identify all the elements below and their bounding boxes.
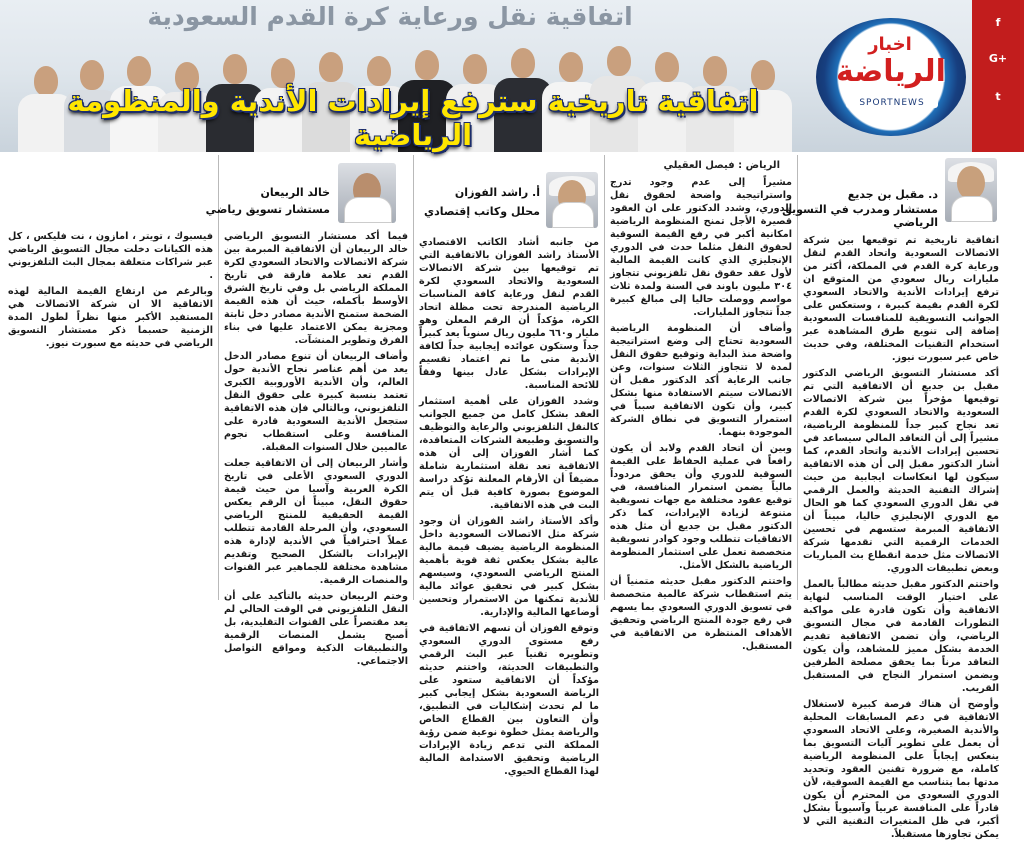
- logo-sub-text: SPORTNEWS: [846, 98, 938, 108]
- column-divider: [413, 155, 414, 600]
- expert-name: أ. راشد الفوزان: [454, 186, 540, 199]
- paragraph: وأكد الأستاذ راشد الفوزان أن وجود شركة مثل الاتصالات السعودية داخل المنظومة الرياضية يضيف قيمة مالية عالية بشكل يعكس ثقة قوية بأهمية المنتج الرياضي السعودي، وسيسهم بشكل كبير في تحقيق عوائد مالية للأندية تمكنها من الاستمرار وتحسين أوضاعها المالية والإدارية.: [419, 516, 599, 618]
- paragraph: فيما أكد مستشار التسويق الرياضي خالد الربيعان أن الاتفاقية المبرمة بين شركة الاتصالات والاتحاد السعودي لكرة القدم تعد علامة فارقة في تاريخ المملكة الرياضي بل وفي تاريخ الشرق الأوسط بأكمله، حيث أن هذه القيمة الضخمة ستمنح الأندية مصادر دخل ثابتة ومجزية يمكن الاعتماد عليها في بناء الفرق وتطوير المنشآت.: [224, 231, 408, 346]
- expert-name: د. مقبل بن جديع: [847, 188, 938, 201]
- column-divider: [218, 155, 219, 600]
- paragraph: واختتم الدكتور مقبل حديثه متمنياً أن يتم استقطاب شركة عالمية متخصصة في تسويق الدوري السعودي بما يسهم في رفع جودة المنتج الرياضي وتحقيق الأهداف المنتظرة من الاتفاقية في المستقبل.: [610, 576, 792, 652]
- expert-portrait: [945, 158, 997, 222]
- article-column: [8, 230, 213, 430]
- paragraph: وبين أن اتحاد القدم ولابد أن يكون رافعاً في عملية الحفاظ على القيمة السوقية للدوري وأن يحقق مردوداً مالياً يضمن استمرار المنافسة، في توقيع عقود مختلفة مع جهات تسويقية متنوعة لزيادة الإيرادات، كما ذكر الدكتور مقبل بن جديع أن مثل هذه الاتفاقيات تتطلب وجود كوادر تسويقية متخصصة تعمل على استثمار المنظومة الرياضية بالشكل الأمثل.: [610, 443, 792, 571]
- facebook-icon[interactable]: f: [995, 16, 1001, 29]
- paragraph: وأوضح أن هناك فرصة كبيرة لاستغلال الاتفاقية في دعم المسابقات المحلية والأندية الصغيرة، وعلى الاتحاد السعودي أن يعمل على تطوير آليات التسويق بما ينعكس إيجاباً على المنظومة الرياضية كاملة، مع ضرورة تقنين العقود وتحديد مدتها بما يتناسب مع القيمة السوقية، لأن الدوري السعودي من المحترم أن يكون قادراً على المنافسة عربياً وآسيوياً بشكل أكبر، في ظل المتغيرات التقنية التي لا يمكن تجاوزها مستقبلاً.: [803, 699, 999, 840]
- expert-portrait: [338, 163, 396, 223]
- article-column: [803, 234, 999, 840]
- logo-main-text: الرياضة: [836, 54, 946, 89]
- paragraph: فيسبوك ، تويتر ، امازون ، نت فليكس ، كل هذه الكيانات دخلت مجال التسويق الرياضي عبر شراكات متعلقة بمجال البث التلفزيوني .: [8, 231, 213, 281]
- header-banner: [0, 0, 1024, 152]
- paragraph: من جانبه أشاد الكاتب الاقتصادي الأستاذ راشد الفوزان بالاتفاقية التي تم توقيعها بين شركة الاتصالات السعودية والاتحاد السعودي لكرة القدم لنقل ورعاية كافة المناسبات الرياضية المندرجة تحت مظلة اتحاد الكرة، مؤكداً أن الرقم المعلن وهو مليار و٦٦٠ مليون ريال سنوياً يعد كبيراً جداً وستكون عوائده إيجابية جداً لكافة الأندية متى ما تم اعتماد تقسيم الإيرادات بشكل عادل بينها وفقاً للائحة المناسبة.: [419, 237, 600, 391]
- article-column: [419, 236, 600, 777]
- expert-portrait: [546, 172, 598, 228]
- byline: الرياض : فيصل العقيلي: [663, 160, 780, 171]
- paragraph: وأضاف أن المنظومة الرياضية السعودية تحتاج إلى وضع استراتيجية واضحة منذ البداية وتوقيع حقوق النقل لمدة لا تتجاوز الثلاث سنوات، وعن جانب الرعاية أكد الدكتور مقبل أن الاتصالات سيتم الاستفادة منها بشكل كبير، وأن تكون الاتفاقية سبباً في استمرار التسويق في نطاق الشركة الموجودة بنهما.: [610, 323, 792, 438]
- article-column: [610, 176, 792, 652]
- paragraph: واختتم الدكتور مقبل حديثه مطالباً بالعمل على اختيار الوقت المناسب لنهاية الاتفاقية وأن تكون قادرة على مواكبة التطورات القادمة في مجال التسويق الرياضي، وأن تضمن الاتفاقية تقديم الخدمة بشكل مميز للمشاهد، وأن يكون التعاقد مرناً بما يحقق مصلحة الطرفين ويضمن استمرار النجاح في المستقبل القريب.: [803, 579, 999, 694]
- paragraph: وبالرغم من ارتفاع القيمة المالية لهذه الاتفاقية الا ان شركة الاتصالات هي المستفيد الأكبر منها نظراً لطول المدة الزمنية حسبما ذكر مستشار التسويق الرياضي في حديثه مع سبورت نيوز.: [8, 286, 213, 349]
- expert-role: مستشار تسويق رياضي: [205, 203, 330, 216]
- expert-name: خالد الربيعان: [260, 186, 330, 199]
- article-column: [224, 230, 408, 667]
- expert-role: مستشار ومدرب في التسويق الرياضي: [782, 203, 938, 229]
- banner-heading: اتفاقية نقل ورعاية كرة القدم السعودية: [147, 2, 633, 31]
- paragraph: وتوقع الفوزان أن تسهم الاتفاقية في رفع مستوى الدوري السعودي وتطويره تقنياً عبر البث الرقمي والتطبيقات الحديثة، واختتم حديثه مؤكداً أن الاتفاقية ستعود على الرياضة السعودية بشكل إيجابي كبير ما لم تحدث إشكاليات في التطبيق، وأن التعاون بين القطاع الخاص والرياضة يمثل خطوة نوعية ضمن رؤية المملكة التي تدعم زيادة الإيرادات الرياضية وتحقيق الاستدامة المالية لهذا القطاع الحيوي.: [419, 623, 599, 777]
- social-bar: [972, 0, 1024, 152]
- twitter-icon[interactable]: t: [995, 90, 1001, 103]
- logo-top-text: اخبار: [868, 34, 912, 55]
- paragraph: وأضاف الربيعان أن تنوع مصادر الدخل يعد من أهم عناصر نجاح الأندية حول العالم، وأن الأندية الأوروبية الكبرى تعتمد بنسبة كبيرة على حقوق النقل التلفزيوني، وبالتالي فإن هذه الاتفاقية ستجعل الأندية السعودية قادرة على المنافسة وعلى استقطاب نجوم عالميين خلال السنوات المقبلة.: [224, 351, 408, 453]
- paragraph: وختم الربيعان حديثه بالتأكيد على أن النقل التلفزيوني في الوقت الحالي لم يعد مقتصراً على القنوات التقليدية، بل أصبح يشمل المنصات الرقمية والتطبيقات الذكية ومواقع التواصل الاجتماعي.: [224, 591, 408, 667]
- paragraph: مشيراً إلى عدم وجود تدرج واستراتيجية واضحة لحقوق نقل الدوري، وشدد الدكتور على ان العقود قصيرة الأجل تمنح المنظومة الرياضية امكانية أكبر في رفع القيمة السوقية لحقوق النقل مثلما حدث في الدوري الإنجليزي الذي كانت القيمة المالية لأول عقد حقوق نقل تلفزيوني تتجاوز ٣٠٤ مليون باوند في السنة ولمدة ثلاث مواسم ووصلت حاليا إلى مبالغ كبيرة جداً تتجاوز المليارات.: [610, 177, 792, 318]
- column-divider: [604, 155, 605, 600]
- paragraph: وشدد الفوزان على أهمية استثمار العقد بشكل كامل من جميع الجوانب كالنقل التلفزيوني والرعاية والتوظيف والتسويق وطبيعة الشركات المتعاقدة، كما أشار الفوزان إلى أن هذه الاتفاقية تعد نقلة استثمارية شاملة مضيفاً أن الأرقام المعلنة تؤكد دراسة الموضوع بصورة كافية قبل أن يتم البت في هذه الاتفاقية.: [419, 396, 599, 511]
- paragraph: اتفاقية تاريخية تم توقيعها بين شركة الاتصالات السعودية واتحاد القدم لنقل ورعاية كرة القدم في المملكة، أكثر من مليارات ريال سعودي من المتوقع ان ترفع إيرادات الأندية والاتحاد السعودي لكرة القدم بقيمة كبيرة ، وستعكس على الجوانب التسويقية للمنافسات السعودية إضافة إلى تنويع طرق المشاهدة عبر استخدام التقنيات المختلفة، وفي حديث خاص عبر سبورت نيوز.: [803, 235, 999, 363]
- main-headline: اتفاقية تاريخية سترفع إيرادات الأندية والمنظومة الرياضية: [67, 84, 759, 152]
- google-plus-icon[interactable]: G+: [988, 52, 1008, 65]
- expert-role: محلل وكاتب إقتصادي: [423, 205, 540, 218]
- paragraph: أكد مستشار التسويق الرياضي الدكتور مقبل بن جديع أن الاتفاقية التي تم توقيعها مؤخراً بين شركة الاتصالات السعودية والاتحاد السعودي لكرة القدم تعد نجاح كبير جداً للمنظومة الرياضية، مشيراً إلى أن التعاقد المالي سيساعد في تحسين إيرادات الأندية واتحاد القدم، كما أشار الدكتور مقبل إلى أن هذه الاتفاقية سيكون لها انعكاسات ايجابية من حيث إشراك التقنية الحديثة والعمل الرقمي في نقل الدوري السعودي كما هو الحال مع الدوري الإنجليزي حاليا، مبيناً أن الاتفاقية المبرمة ستسهم في تحسين الخدمات الرقمية التي تقدمها شركة الاتصالات مثل خدمة انقطاع بث المباريات وبعض تطبيقات الدوري.: [803, 368, 999, 574]
- paragraph: وأشار الربيعان إلى أن الاتفاقية جعلت الدوري السعودي الأعلى في تاريخ الكرة العربية وآسيا من حيث قيمة حقوق النقل، مبيناً أن الرقم يعكس القيمة الحقيقية للمنتج الرياضي السعودي، وأن المرحلة القادمة تتطلب عملاً احترافياً في الأندية لإدارة هذه الإيرادات بالشكل الصحيح وتقديم مشاهدة مختلفة للجماهير عبر القنوات والمنصات الرقمية.: [224, 458, 408, 586]
